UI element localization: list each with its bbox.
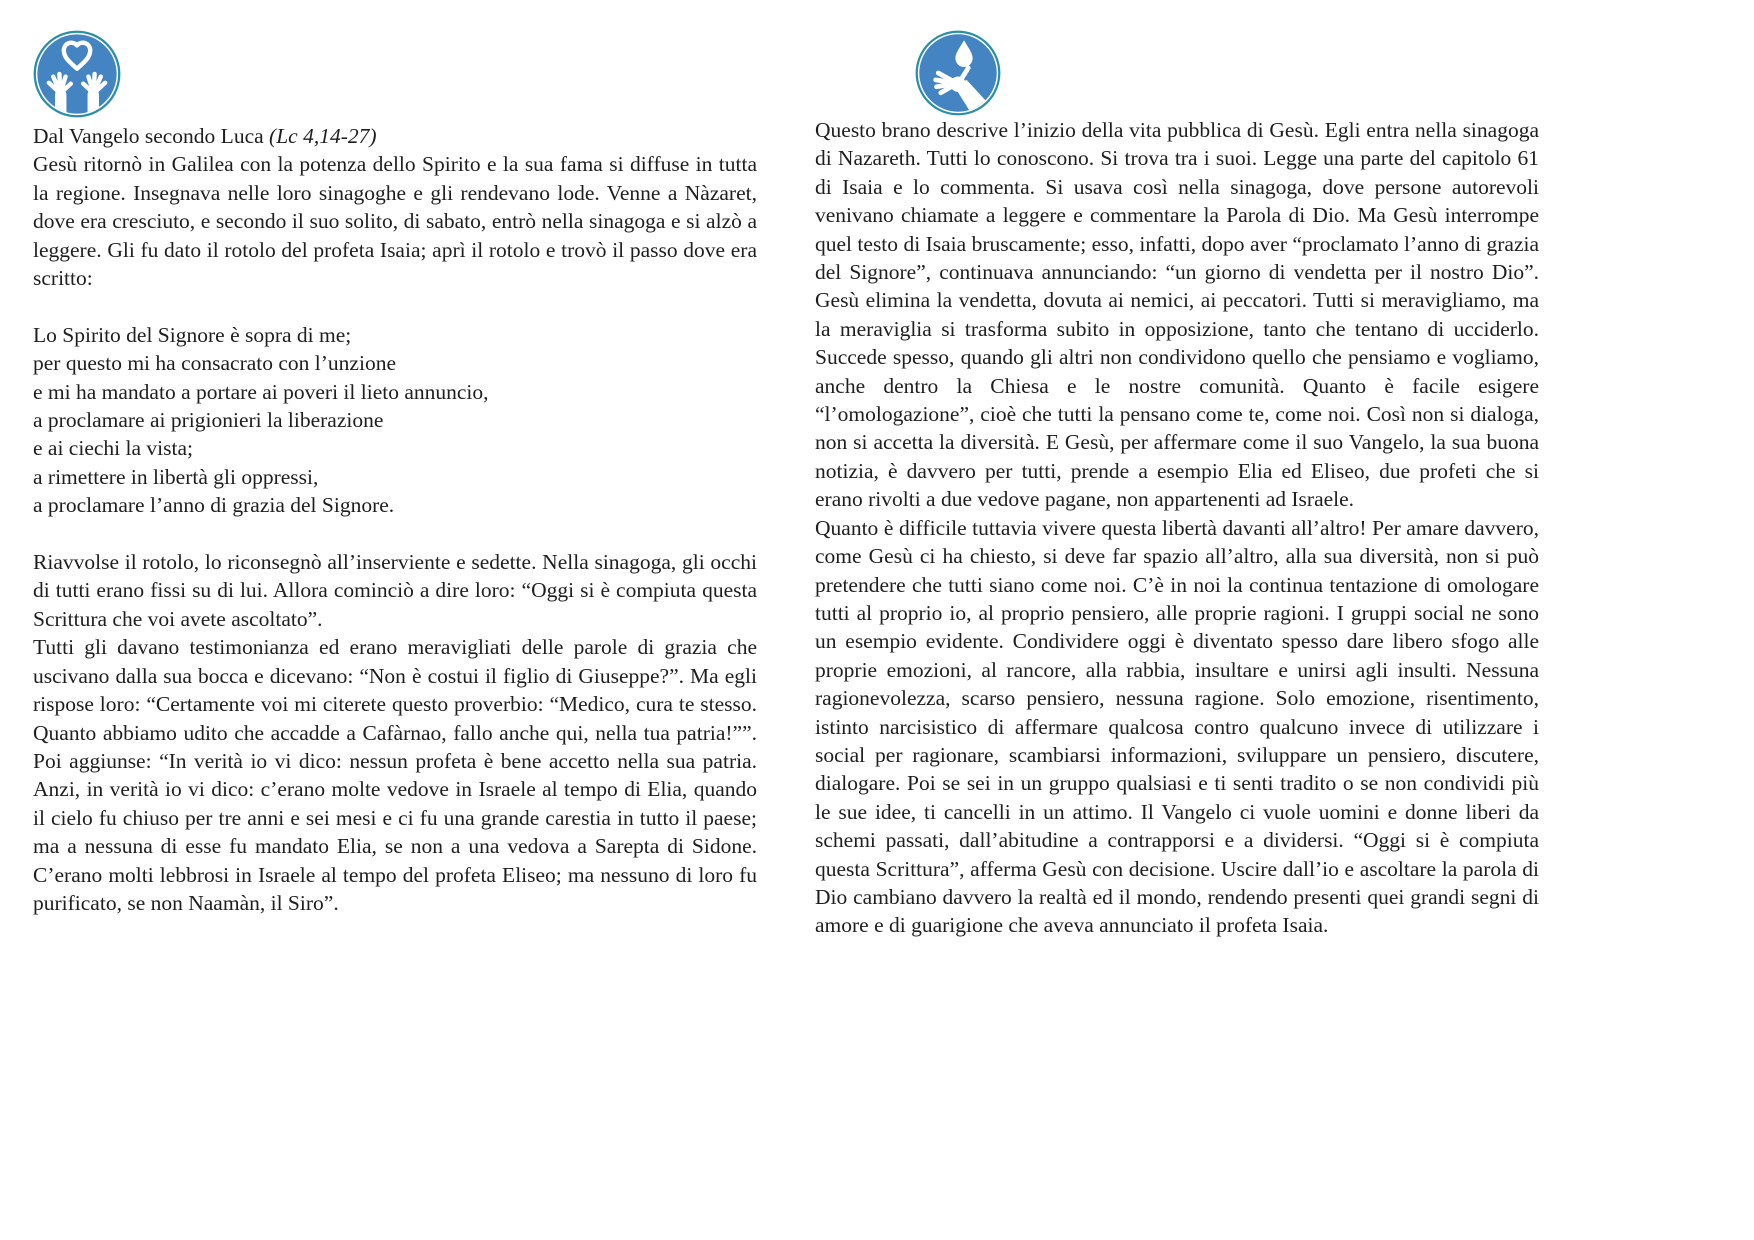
hand-water-drop-icon (915, 30, 1001, 116)
commentary-paragraph: Questo brano descrive l’inizio della vita pubblica di Gesù. Egli entra nella sinagoga di Nazareth. Tutti lo conoscono. Si trova tra i suoi. Legge una parte del capitolo 61 di Isaia e lo commenta. Si usava così nella sinagoga, dove persone autorevoli venivano chiamate a leggere e commentare la Parola di Dio. Ma Gesù interrompe quel testo di Isaia bruscamente; esso, infatti, dopo aver “proclamato l’anno di grazia del Signore”, continuava annunciando: “un giorno di vendetta per il nostro Dio”. Gesù elimina la vendetta, dovuta ai nemici, ai peccatori. Tutti si meravigliamo, ma la meraviglia si trasforma subito in opposizione, tanto che tentano di ucciderlo. Succede spesso, quando gli altri non condividono quello che pensiamo e vogliamo, anche dentro la Chiesa e le nostre comunità. Quanto è facile esigere “l’omologazione”, cioè che tutti la pensano come te, come noi. Così non si dialoga, non si accetta la diversità. E Gesù, per affermare come il suo Vangelo, la sua buona notizia, è davvero per tutti, prende a esempio Elia ed Eliseo, due profeti che si erano rivolti a due vedove pagane, non appartenenti ad Israele. (815, 118, 1539, 512)
gospel-intro-paragraph: Gesù ritornò in Galilea con la potenza dello Spirito e la sua fama si diffuse in tutta la regione. Insegnava nelle loro sinagoghe e gli rendevano lode. Venne a Nàzaret, dove era cresciuto, e secondo il suo solito, di sabato, entrò nella sinagoga e si alzò a leggere. Gli fu dato il rotolo del profeta Isaia; aprì il rotolo e trovò il passo dove era scritto: (33, 152, 757, 291)
commentary-column (815, 30, 1539, 940)
quote-line: a proclamare l’anno di grazia del Signore. (33, 493, 395, 518)
gospel-title: Dal Vangelo secondo Luca (33, 124, 264, 148)
quote-line: a proclamare ai prigionieri la liberazione (33, 408, 384, 433)
quote-line: e mi ha mandato a portare ai poveri il lieto annuncio, (33, 379, 489, 404)
quote-line: Lo Spirito del Signore è sopra di me; (33, 322, 352, 347)
gospel-heading (33, 122, 757, 150)
quote-line: per questo mi ha consacrato con l’unzione (33, 351, 396, 376)
gospel-narrative-paragraph: Tutti gli davano testimonianza ed erano meravigliati delle parole di grazia che uscivano dalla sua bocca e dicevano: “Non è costui il figlio di Giuseppe?”. Ma egli rispose loro: “Certamente voi mi citerete questo proverbio: “Medico, cura te stesso. Quanto abbiamo udito che accadde a Cafàrnao, fallo anche qui, nella tua patria!””. Poi aggiunse: “In verità io vi dico: nessun profeta è bene accetto nella sua patria. Anzi, in verità io vi dico: c’erano molte vedove in Israele al tempo di Elia, quando il cielo fu chiuso per tre anni e sei mesi e ci fu una grande carestia in tutto il paese; ma a nessuna di esse fu mandato Elia, se non a una vedova a Sarepta di Sidone. C’erano molti lebbrosi in Israele al tempo del profeta Eliseo; ma nessuno di loro fu purificato, se non Naamàn, il Siro”. (33, 635, 757, 915)
quote-line: a rimettere in libertà gli oppressi, (33, 464, 319, 489)
gospel-narrative-paragraph: Riavvolse il rotolo, lo riconsegnò all’inserviente e sedette. Nella sinagoga, gli occhi di tutti erano fissi su di lui. Allora cominciò a dire loro: “Oggi si è compiuta questa Scrittura che voi avete ascoltato”. (33, 550, 757, 631)
gospel-column (33, 30, 757, 917)
hands-heart-icon (33, 30, 121, 118)
isaiah-quote-block (33, 321, 757, 520)
gospel-reference: (Lc 4,14-27) (269, 124, 377, 148)
commentary-paragraph: Quanto è difficile tuttavia vivere questa libertà davanti all’altro! Per amare davvero, come Gesù ci ha chiesto, si deve far spazio all’altro, alla sua diversità, non si può pretendere che tutti siano come noi. C’è in noi la continua tentazione di omologare tutti al proprio io, al proprio pensiero, alle proprie ragioni. I gruppi social ne sono un esempio evidente. Condividere oggi è diventato spesso dare libero sfogo alle proprie emozioni, al rancore, alla rabbia, insultare e unirsi agli insulti. Nessuna ragionevolezza, scarso pensiero, nessuna ragione. Solo emozione, risentimento, istinto narcisistico di affermare qualcosa contro qualcuno invece di utilizzare i social per ragionare, scambiarsi informazioni, sviluppare un pensiero, discutere, dialogare. Poi se sei in un gruppo qualsiasi e ti senti tradito o se non condividi più le sue idee, ti cancelli in un attimo. Il Vangelo ci vuole uomini e donne liberi da schemi passati, dall’abitudine a contrapporsi e a dividersi. “Oggi si è compiuta questa Scrittura”, afferma Gesù con decisione. Uscire dall’io e ascoltare la parola di Dio cambiano davvero la realtà ed il mondo, rendendo presenti quei grandi segni di amore e di guarigione che aveva annunciato il profeta Isaia. (815, 515, 1539, 938)
quote-line: e ai ciechi la vista; (33, 436, 193, 461)
